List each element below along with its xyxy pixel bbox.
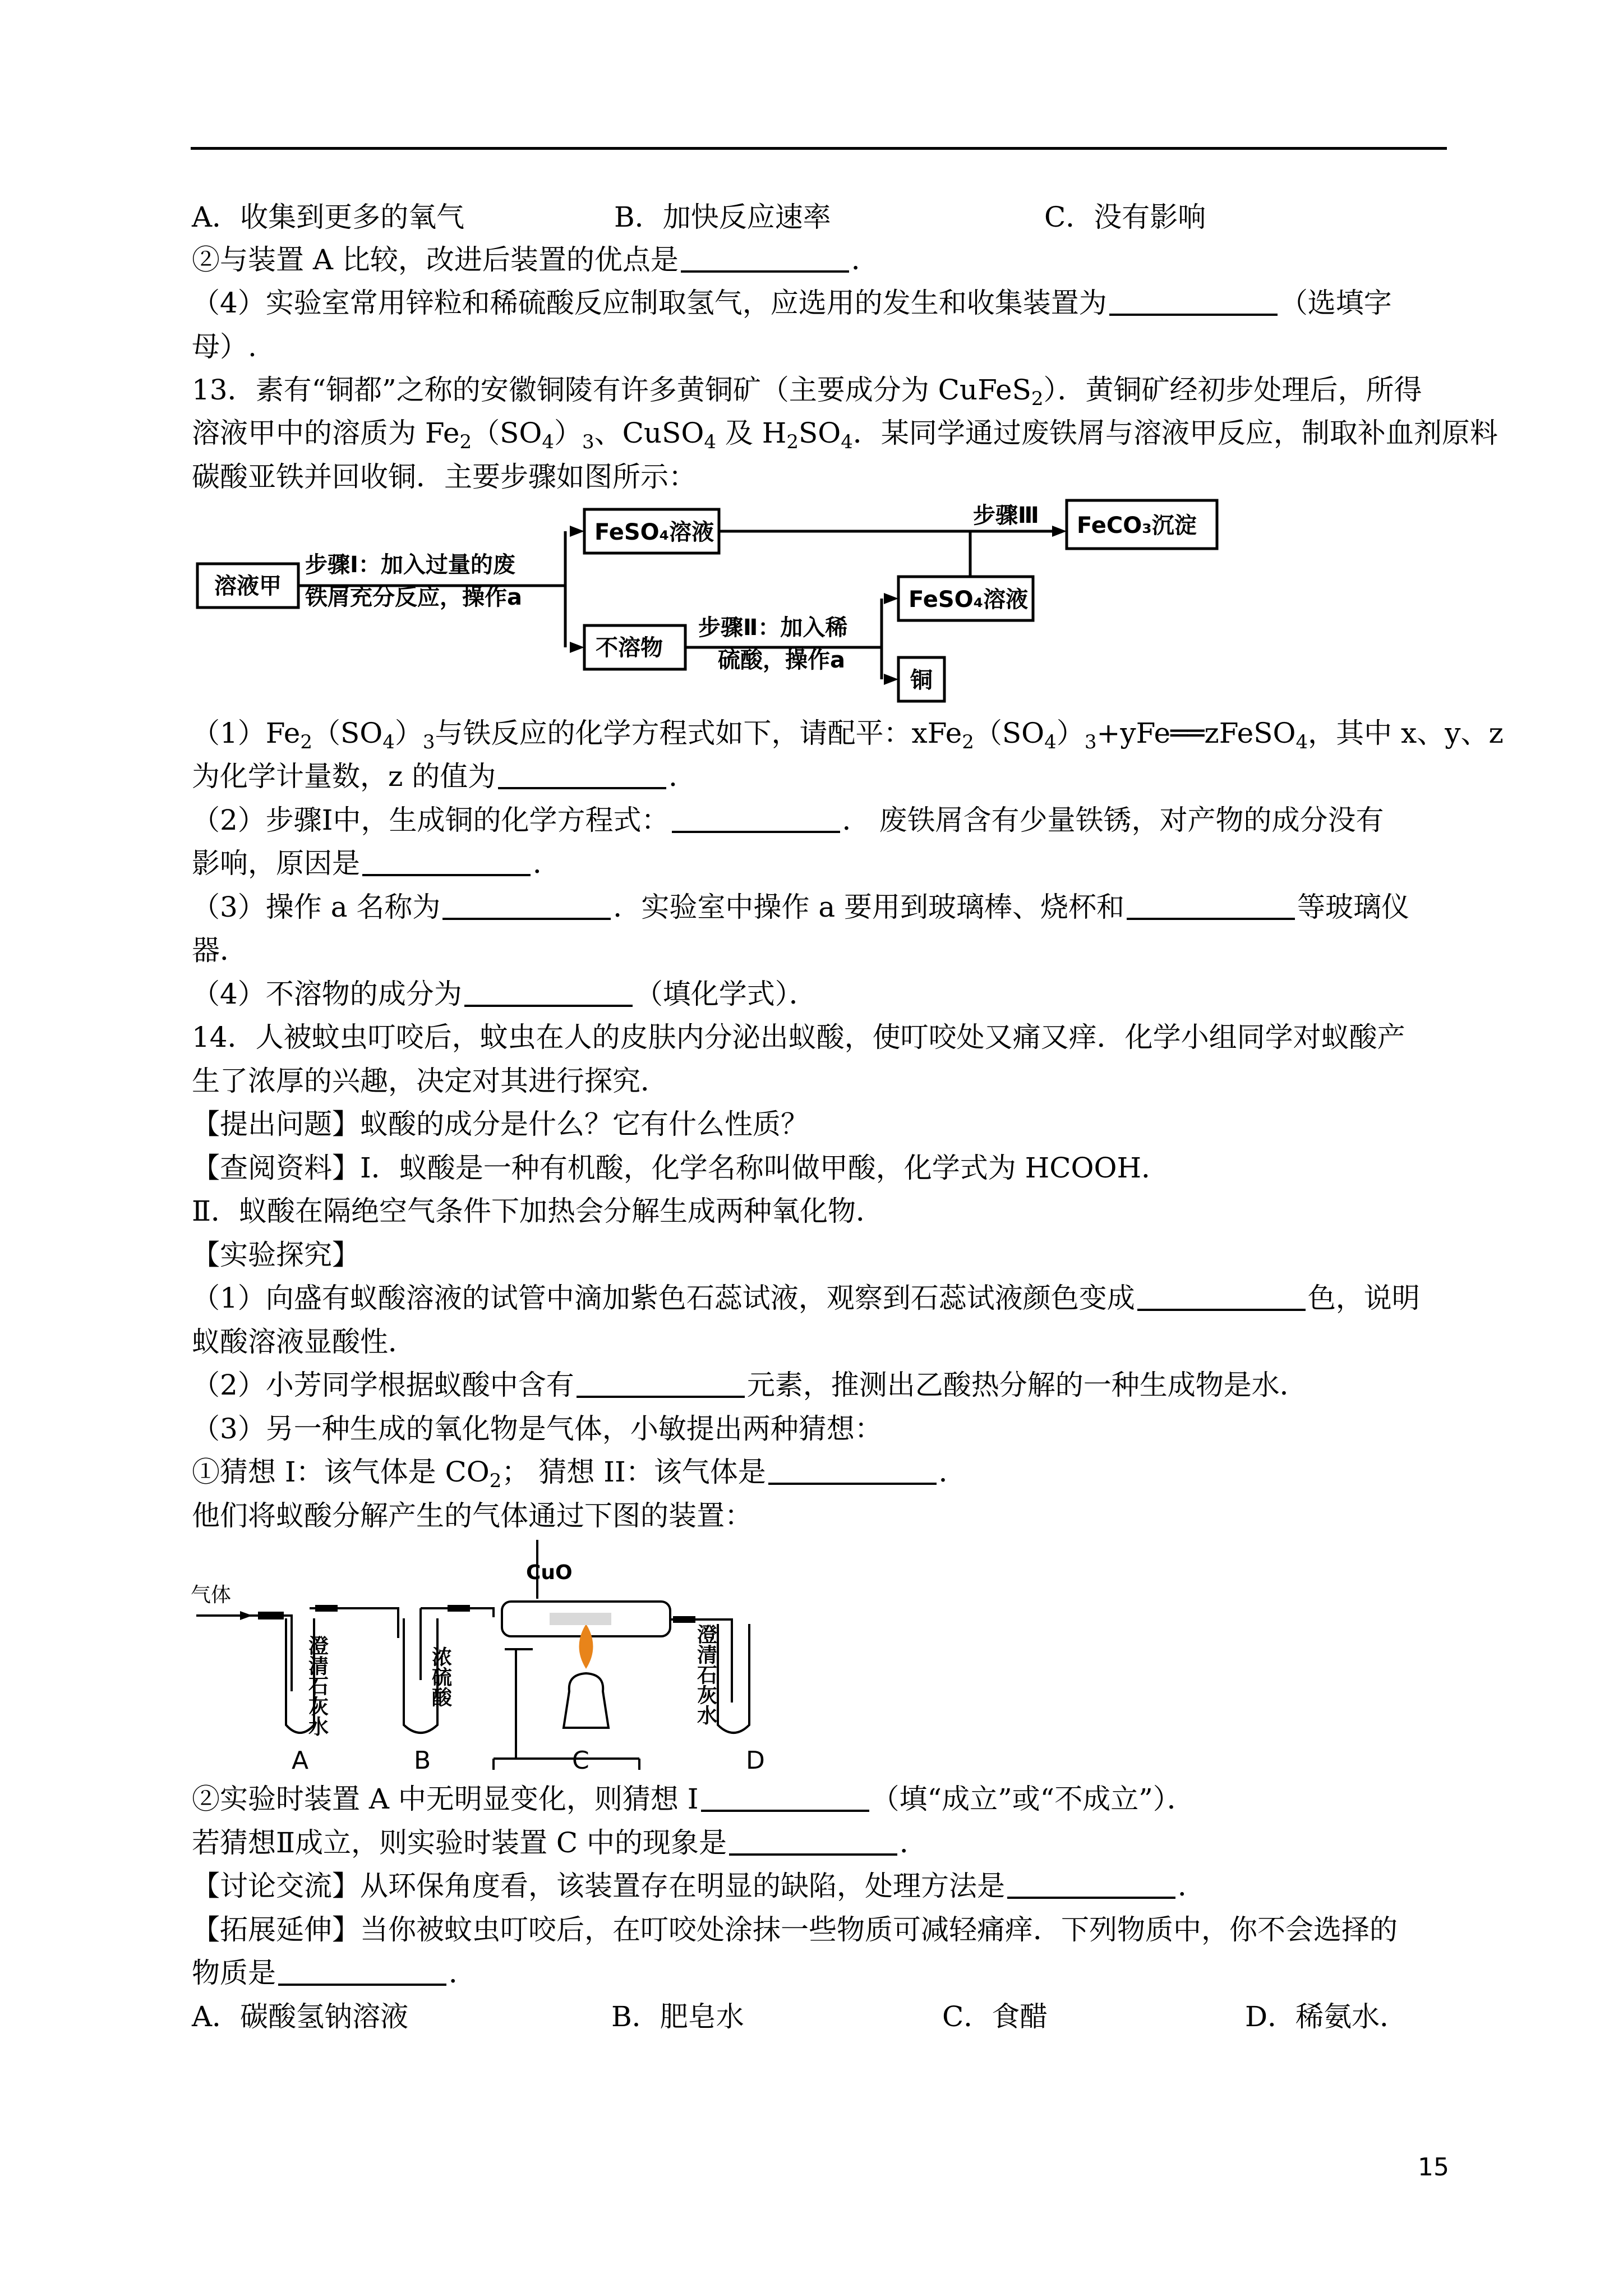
q13-flowchart — [191, 494, 1256, 718]
q13-intro-line3: 碳酸亚铁并回收铜．主要步骤如图所示： — [192, 461, 697, 493]
test-tube-d — [718, 1624, 749, 1733]
answer-blank[interactable] — [1137, 1281, 1306, 1311]
q14-intro-line2: 生了浓厚的兴趣，决定对其进行探究． — [192, 1065, 668, 1097]
answer-blank[interactable] — [362, 846, 531, 876]
q14-reference-1: 【查阅资料】Ⅰ．蚁酸是一种有机酸，化学名称叫做甲酸，化学式为 HCOOH． — [192, 1152, 1170, 1184]
label-feso4-top: FeSO₄溶液 — [594, 519, 714, 545]
label-insoluble: 不溶物 — [596, 635, 663, 661]
q14-option-d: D．稀氨水． — [1245, 2000, 1408, 2033]
q13-intro-line1: 13．素有“铜都”之称的安徽铜陵有许多黄铜矿（主要成分为 CuFeS$_2$）．黄铜矿经初步处理后，所得 — [192, 374, 1422, 410]
q13-sub2-line1: （2）步骤Ⅰ中，生成铜的化学方程式： ． 废铁屑含有少量铁锈，对产物的成分没有 — [192, 804, 1384, 836]
label-copper: 铜 — [910, 668, 933, 693]
q13-sub2-line2: 影响，原因是 ． — [192, 847, 561, 880]
label-device-a: A — [292, 1746, 309, 1775]
alcohol-lamp — [564, 1673, 608, 1728]
label-feco3: FeCO₃沉淀 — [1077, 513, 1197, 539]
answer-blank[interactable] — [701, 1782, 869, 1812]
q14-discussion-line: 【讨论交流】从环保角度看，该装置存在明显的缺陷，处理方法是 ． — [192, 1870, 1206, 1902]
q12-sub4-line2: 母）. — [192, 330, 257, 363]
answer-blank[interactable] — [464, 977, 633, 1007]
q12-sub4-line: （4）实验室常用锌粒和稀硫酸反应制取氢气，应选用的发生和收集装置为 （选填字 — [192, 287, 1392, 319]
q14-apparatus-intro: 他们将蚁酸分解产生的气体通过下图的装置： — [192, 1499, 753, 1532]
label-device-d: D — [746, 1746, 765, 1775]
label-d-liquid: 澄清石灰水 — [694, 1624, 717, 1725]
q13-sub4-line: （4）不溶物的成分为 （填化学式）． — [192, 978, 817, 1010]
q14-intro-line1: 14．人被蚊虫叮咬后，蚊虫在人的皮肤内分泌出蚁酸，使叮咬处又痛又痒．化学小组同学对蚁酸产 — [192, 1021, 1405, 1053]
q12-advantage-line: ②与装置 A 比较，改进后装置的优点是 ． — [192, 243, 879, 276]
answer-blank[interactable] — [672, 803, 840, 833]
q14-experiment-heading: 【实验探究】 — [192, 1239, 360, 1271]
q14-guess-line: ①猜想 I：该气体是 $CO_2$； 猜想 II：该气体是 ． — [192, 1456, 967, 1492]
answer-blank[interactable] — [442, 890, 611, 920]
q14-sub1-line1: （1）向盛有蚁酸溶液的试管中滴加紫色石蕊试液，观察到石蕊试液颜色变成 色，说明 — [192, 1282, 1420, 1314]
q14-result-line2: 若猜想Ⅱ成立，则实验时装置 C 中的现象是 ． — [192, 1826, 928, 1859]
q14-apparatus-diagram — [191, 1534, 824, 1781]
label-device-b: B — [414, 1746, 431, 1775]
label-step1-line1: 步骤Ⅰ：加入过量的废 — [305, 552, 515, 578]
label-step2-line1: 步骤Ⅱ：加入稀 — [698, 615, 848, 641]
q14-option-a: A．碳酸氢钠溶液 — [192, 2000, 409, 2033]
flame — [579, 1624, 593, 1669]
header-rule — [191, 147, 1447, 150]
q13-sub1-line1: $(1)Fe_2(SO_4)_3$与铁反应的化学方程式如下，请配平：$xFe_2(SO_4)_3+yFe══zFeSO_4$，其中 x、y、z — [192, 717, 1504, 753]
label-solution-a: 溶液甲 — [214, 573, 282, 599]
q13-intro-line2: 溶液甲中的溶质为 $Fe_2(SO_4)_3$、CuSO$_4$ 及 $H_2SO_4$．某同学通过废铁屑与溶液甲反应，制取补血剂原料 — [192, 417, 1498, 453]
answer-blank[interactable] — [1127, 890, 1295, 920]
q13-sub3-line2: 器． — [192, 934, 248, 967]
label-device-c: C — [572, 1746, 589, 1775]
label-step1-line2: 铁屑充分反应，操作a — [305, 585, 522, 610]
answer-blank[interactable] — [278, 1955, 446, 1986]
q14-reference-2: Ⅱ．蚁酸在隔绝空气条件下加热会分解生成两种氧化物． — [192, 1195, 884, 1227]
q14-extension-line1: 【拓展延伸】当你被蚊虫叮咬后，在叮咬处涂抹一些物质可减轻痛痒．下列物质中，你不会选择的 — [192, 1913, 1398, 1946]
q14-result-line1: ②实验时装置 A 中无明显变化，则猜想 I （填“成立”或“不成立”）． — [192, 1783, 1195, 1815]
q12-option-c: C．没有影响 — [1044, 201, 1206, 233]
answer-blank[interactable] — [768, 1455, 937, 1485]
q14-sub2-line: （2）小芳同学根据蚁酸中含有 元素，推测出乙酸热分解的一种生成物是水． — [192, 1369, 1308, 1401]
page-number: 15 — [1418, 2153, 1449, 2182]
answer-blank[interactable] — [681, 242, 849, 273]
answer-blank[interactable] — [1007, 1869, 1175, 1899]
label-cuo: CuO — [526, 1561, 573, 1584]
label-feso4-mid: FeSO₄溶液 — [909, 587, 1029, 613]
answer-blank[interactable] — [577, 1368, 745, 1398]
q14-question: 【提出问题】蚁酸的成分是什么？它有什么性质？ — [192, 1108, 809, 1140]
q14-sub1-line2: 蚁酸溶液显酸性． — [192, 1326, 416, 1358]
q12-option-a: A．收集到更多的氧气 — [192, 201, 465, 233]
label-b-liquid: 浓硫酸 — [428, 1646, 452, 1707]
q14-sub3-line: （3）另一种生成的氧化物是气体，小敏提出两种猜想： — [192, 1412, 883, 1445]
q14-extension-line2: 物质是 ． — [192, 1957, 477, 1989]
label-step3: 步骤Ⅲ — [973, 503, 1039, 528]
q14-option-c: C．食醋 — [942, 2000, 1048, 2033]
q14-option-b: B．肥皂水 — [611, 2000, 744, 2033]
q13-sub3-line1: （3）操作 a 名称为 ．实验室中操作 a 要用到玻璃棒、烧杯和 等玻璃仪 — [192, 891, 1410, 923]
answer-blank[interactable] — [1109, 286, 1278, 316]
answer-blank[interactable] — [498, 759, 666, 789]
q13-sub1-line2: 为化学计量数，z 的值为 ． — [192, 760, 697, 793]
q12-option-b: B．加快反应速率 — [614, 201, 831, 233]
label-step2-line2: 硫酸，操作a — [718, 647, 845, 673]
label-gas: 气体 — [191, 1584, 232, 1607]
answer-blank[interactable] — [729, 1825, 897, 1856]
label-a-liquid: 澄清石灰水 — [305, 1635, 329, 1736]
